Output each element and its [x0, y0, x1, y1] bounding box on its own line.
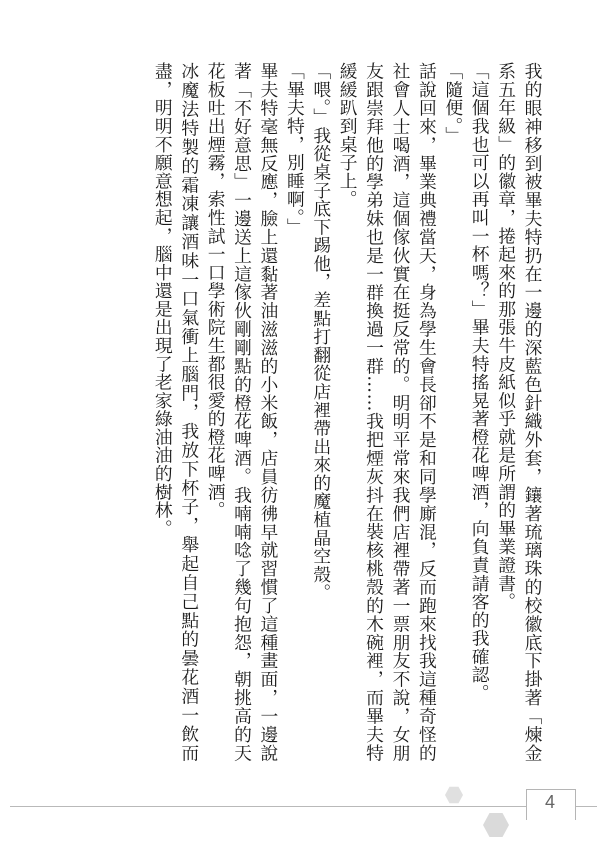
- footer-divider: [10, 806, 597, 807]
- paragraph: 「隨便。」: [442, 62, 464, 145]
- paragraph: 冰魔法特製的霜凍讓酒味一口氣衝上腦門，我放下杯子，舉起自己點的曇花酒一飲而盡，明明不願意想起，腦中還是出現了老家綠油油的樹林。: [152, 62, 200, 762]
- paragraph: 畢夫特毫無反應，臉上還黏著油滋滋的小米飯，店員彷彿早就習慣了這種畫面，一邊說著「不好意思」一邊送上這傢伙剛剛點的橙花啤酒。我喃喃唸了幾句抱怨，朝挑高的天花板吐出煙霧，索性試一口學術院生都很愛的橙花啤酒。: [205, 62, 279, 762]
- paragraph: 「畢夫特，別睡啊。」: [284, 62, 306, 237]
- hexagon-decoration-icon: [483, 812, 509, 838]
- vertical-text-body: [149, 62, 545, 762]
- hexagon-decoration-icon: [445, 786, 463, 804]
- paragraph: 「這個我也可以再叫一杯嗎？」畢夫特搖晃著橙花啤酒，向負責請客的我確認。: [469, 62, 491, 703]
- paragraph: 我的眼神移到被畢夫特扔在一邊的深藍色針織外套，鑲著琉璃珠的校徽底下掛著「煉金系五年級」的徽章，捲起來的那張牛皮紙似乎就是所謂的畢業證書。: [495, 62, 543, 762]
- page-number: 4: [544, 792, 555, 812]
- paragraph: 「喂。」我從桌子底下踢他，差點打翻從店裡帶出來的魔植晶空殼。: [310, 62, 332, 602]
- paragraph: 話說回來，畢業典禮當天，身為學生會長卻不是和同學廝混，反而跑來找我這種奇怪的社會人士喝酒，這個傢伙實在挺反常的。明明平常來我們店裡帶著一票朋友不說，女朋友跟崇拜他的學弟妹也是一群換過一群……我把煙灰抖在裝核桃殼的木碗裡，而畢夫特緩緩趴到桌子上。: [337, 62, 438, 762]
